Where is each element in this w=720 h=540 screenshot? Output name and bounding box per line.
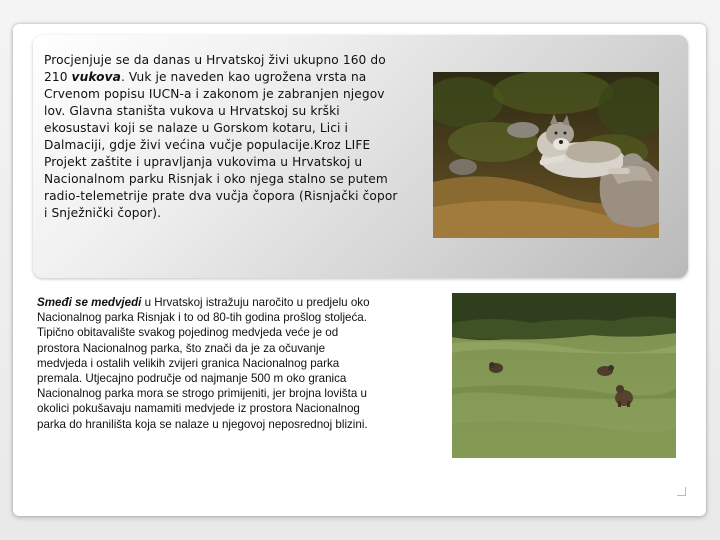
wolf-emphasis: vukova	[71, 70, 121, 84]
wolf-text-before: Procjenjuje se da danas u Hrvatskoj živi ukupno 160 do 210	[44, 53, 386, 84]
wolf-paragraph	[44, 52, 399, 222]
wolf-text-after: . Vuk je naveden kao ugrožena vrsta na Crvenom popisu IUCN-a i zakonom je zabranjen njegov lov. Glavna staništa vukova u Hrvatskoj su krški ekosustavi koji se nalaze u Gorskom kotaru, Lici i Dalmaciji, gdje živi većina vučje populacije.Kroz LIFE Projekt zaštite i upravljanja vukovima u Hrvatskoj u Nacionalnom parku Risnjak i oko njega stalno se putem radio-telemetrije prate dva vučja čopora (Risnjački čopor i Snježnički čopor).	[44, 70, 398, 220]
card-corner-decoration	[677, 487, 686, 496]
bear-paragraph	[37, 295, 377, 432]
bear-text: u Hrvatskoj istražuju naročito u predjelu oko Nacionalnog parka Risnjak i to od 80-tih godina prošlog stoljeća. Tipično obitavalište svakog pojedinog medvjeda veće je od prostora Nacionalnog parka, što znači da je za očuvanje medvjeda i ostalih velikih zvijeri granica Nacionalnog parka premala. Utjecajno područje od najmanje 500 m oko granica Nacionalnog parka mora se strogo primijeniti, jer brojna lovišta u okolici pokušavaju namamiti medvjede iz prostora Nacionalnog parka do hranilišta koja se nalaze u njegovoj neposrednoj blizini.	[37, 296, 370, 431]
bear-photo	[452, 293, 676, 458]
wolf-photo	[433, 72, 659, 238]
bear-lead: Smeđi se medvjedi	[37, 296, 142, 309]
